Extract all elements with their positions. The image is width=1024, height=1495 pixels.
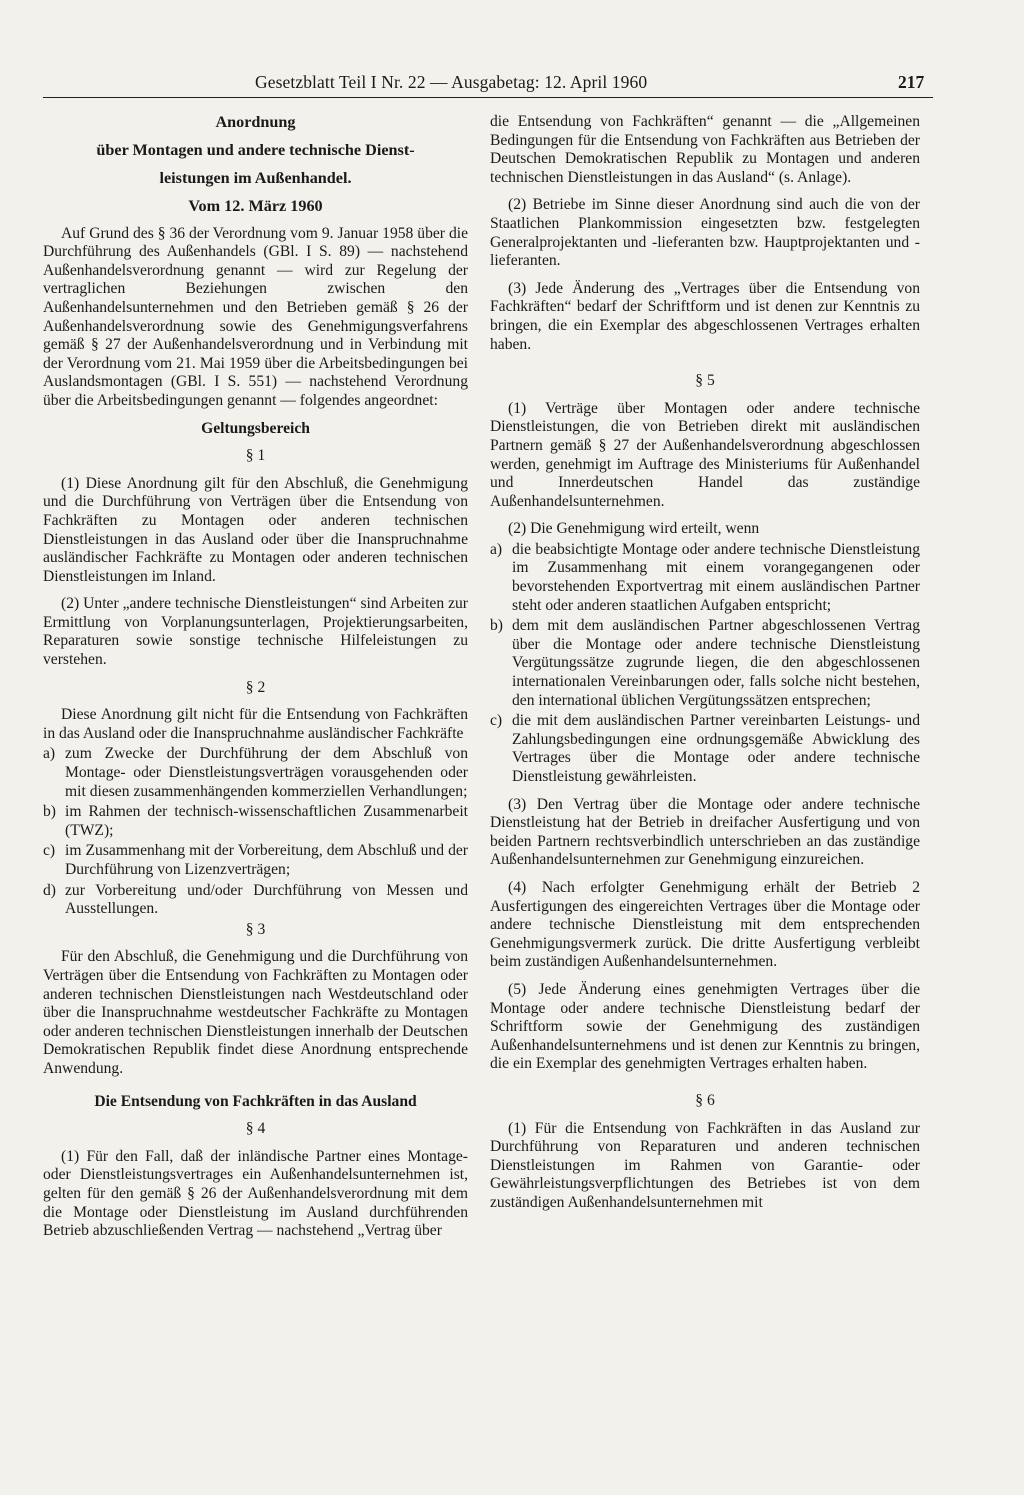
paragraph-2-heading: § 2 [245,678,266,696]
list-label: d) [43,881,56,899]
list-text: zur Vorbereitung und/oder Durchführung von Messen und Ausstellungen. [65,881,468,918]
doc-title-2: über Montagen und andere technische Dienst- [96,141,415,159]
list-item [490,712,920,786]
paragraph-2-intro: Diese Anordnung gilt nicht für die Entsendung von Fachkräften in das Ausland oder die Inanspruchnahme ausländischer Fachkräfte [43,706,468,742]
doc-date: Vom 12. März 1960 [188,197,323,215]
doc-title-1: Anordnung [215,113,296,131]
list-item [490,541,920,615]
paragraph-5-sub-4: (4) Nach erfolgter Genehmigung erhält der Betrieb 2 Ausfertigungen des eingereichten Vertrages über die Montage oder andere technische Dienstleistung mit dem entsprechenden Genehmigungsvermerk zurück. Die dritte Ausfertigung verbleibt beim zuständigen Außenhandelsunternehmen. [490,878,920,971]
list-item [43,803,468,840]
list-label: a) [43,745,56,763]
paragraph-5-sub-1: (1) Verträge über Montagen oder andere technische Dienstleistungen, die von Betrieben direkt mit ausländischen Partnern gemäß § 27 der Außenhandelsverordnung abgeschlossen werden, genehmigt im Auftrage des Ministeriums für Außenhandel und Innerdeutschen Handel das zuständige Außenhandelsunternehmen. [490,399,920,510]
section-heading-geltungsbereich: Geltungsbereich [201,419,310,437]
paragraph-5-sub-5: (5) Jede Änderung eines genehmigten Vertrages über die Montage oder andere technische Dienstleistung bedarf der Schriftform sowie der Genehmigung des zuständigen Außenhandelsunternehmens und ist denen zur Kenntnis zu bringen, die ein Exemplar des genehmigten Vertrages erhalten haben. [490,980,920,1073]
paragraph-5-sub-3: (3) Den Vertrag über die Montage oder andere technische Dienstleistung hat der Betrieb in dreifacher Ausfertigung und von beiden Partnern rechtsverbindlich unterschrieben an das zuständige Außenhandelsunternehmen zur Genehmigung einzureichen. [490,795,920,869]
preamble: Auf Grund des § 36 der Verordnung vom 9. Januar 1958 über die Durchführung des Außenhandels (GBl. I S. 89) — nachstehend Außenhandelsverordnung genannt — wird zur Regelung der vertraglichen Beziehungen zwischen den Außenhandelsunternehmen und den Betrieben gemäß § 26 der Außenhandelsverordnung sowie des Genehmigungsverfahrens gemäß § 27 der Außenhandelsverordnung und in Verbindung mit der Verordnung vom 21. Mai 1959 über die Arbeitsbedingungen bei Auslandsmontagen (GBl. I S. 551) — nachstehend Verordnung über die Arbeitsbedingungen genannt — folgendes angeordnet: [43,224,468,409]
list-item [490,617,920,710]
list-label: b) [43,803,56,821]
list-text: die beabsichtigte Montage oder andere technische Dienstleistung im Zusammenhang mit einem vorangegangenen oder bevorstehenden Exportvertrag mit einem ausländischen Partner steht oder anderen staatlichen Aufgaben entspricht; [512,540,920,614]
list-text: im Rahmen der technisch-wissenschaftlichen Zusammenarbeit (TWZ); [65,803,468,839]
paragraph-3-heading: § 3 [245,920,266,938]
list-label: c) [43,842,56,860]
paragraph-6-sub-1: (1) Für die Entsendung von Fachkräften in das Ausland zur Durchführung von Reparaturen und anderen technischen Dienstleistungen im Rahmen von Garantie- oder Gewährleistungsverpflichtungen des Betriebes ist von dem zuständigen Außenhandelsunternehmen mit [490,1119,920,1211]
paragraph-5-heading: § 5 [695,372,715,390]
doc-title-3: leistungen im Außenhandel. [159,169,352,187]
list-item [43,745,468,801]
header-rule [43,97,933,98]
list-item [43,842,468,879]
paragraph-1-sub-2: (2) Unter „andere technische Dienstleistungen“ sind Arbeiten zur Ermittlung von Vorplanungsunterlagen, Projektierungsarbeiten, Reparaturen sowie sonstige technische Hilfeleistungen zu verstehen. [43,595,468,669]
paragraph-4-sub-3: (3) Jede Änderung des „Vertrages über die Entsendung von Fachkräften“ bedarf der Schriftform und ist denen zur Kenntnis zu bringen, die ein Exemplar des abgeschlossenen Vertrages erhalten haben. [490,279,920,353]
list-text: die mit dem ausländischen Partner vereinbarten Leistungs- und Zahlungsbedingungen eine ordnungsgemäße Abwicklung des Vertrages über die Montage oder andere technische Dienstleistung gewährleisten. [512,712,920,785]
running-title: Gesetzblatt Teil I Nr. 22 — Ausgabetag: 12. April 1960 [255,72,648,92]
paragraph-1-heading: § 1 [245,447,266,465]
paragraph-1-sub-1: (1) Diese Anordnung gilt für den Abschluß, die Genehmigung und die Durchführung von Verträgen über die Entsendung von Fachkräften zu Montagen oder anderen technischen Dienstleistungen in das Ausland oder über die Inanspruchnahme ausländischer Fachkräfte zu Montagen oder anderen technischen Dienstleistungen im Inland. [43,474,468,585]
list-label: a) [490,540,503,558]
list-label: b) [490,617,503,635]
list-text: im Zusammenhang mit der Vorbereitung, dem Abschluß und der Durchführung von Lizenzverträgen; [65,842,468,878]
left-column [43,113,468,1250]
paragraph-5-sub-2-intro: (2) Die Genehmigung wird erteilt, wenn [508,520,760,538]
paragraph-4-sub-2: (2) Betriebe im Sinne dieser Anordnung sind auch die von der Staatlichen Plankommission eingesetzten bzw. festgelegten Generalprojektanten und -lieferanten bzw. Hauptprojektanten und -lieferanten. [490,196,920,270]
paragraph-3-text: Für den Abschluß, die Genehmigung und die Durchführung von Verträgen über die Entsendung von Fachkräften zu Montagen oder anderen technischen Dienstleistungen nach Westdeutschland oder über die Inanspruchnahme westdeutscher Fachkräfte zu Montagen oder anderen technischen Dienstleistungen innerhalb der Deutschen Demokratischen Republik findet diese Anordnung entsprechende Anwendung. [43,948,468,1077]
section-heading-entsendung: Die Entsendung von Fachkräften in das Ausland [94,1092,417,1110]
paragraph-4-sub-1: (1) Für den Fall, daß der inländische Partner eines Montage- oder Dienstleistungsvertrages ein Außenhandelsunternehmen ist, gelten für den gemäß § 26 der Außenhandelsverordnung mit dem die Montage oder Dienstleistung im Ausland durchführenden Betrieb abzuschließenden Vertrag — nachstehend „Vertrag über [43,1147,468,1240]
paragraph-6-heading: § 6 [695,1091,715,1109]
list-text: zum Zwecke der Durchführung der dem Abschluß von Montage- oder Dienstleistungsverträgen vorausgehenden oder mit diesen zusammenhängenden kommerziellen Verhandlungen; [65,745,468,800]
list-label: c) [490,712,503,730]
paragraph-4-heading: § 4 [245,1120,266,1138]
list-text: dem mit dem ausländischen Partner abgeschlossenen Vertrag über die Montage oder andere technische Dienstleistung Vergütungssätze zugrunde liegen, die den abgeschlossenen internationalen Vereinbarungen oder, falls solche nicht bestehen, den international üblichen Vergütungssätzen entsprechen; [512,617,920,709]
right-column [490,113,920,1221]
list-item [43,882,468,919]
page-number: 217 [898,72,925,92]
paragraph-4-sub-1-continued: die Entsendung von Fachkräften“ genannt — die „Allgemeinen Bedingungen für die Entsendung von Fachkräften aus Betrieben der Deutschen Demokratischen Republik zu Montagen und anderen technischen Dienstleistungen in das Ausland“ (s. Anlage). [490,113,920,186]
